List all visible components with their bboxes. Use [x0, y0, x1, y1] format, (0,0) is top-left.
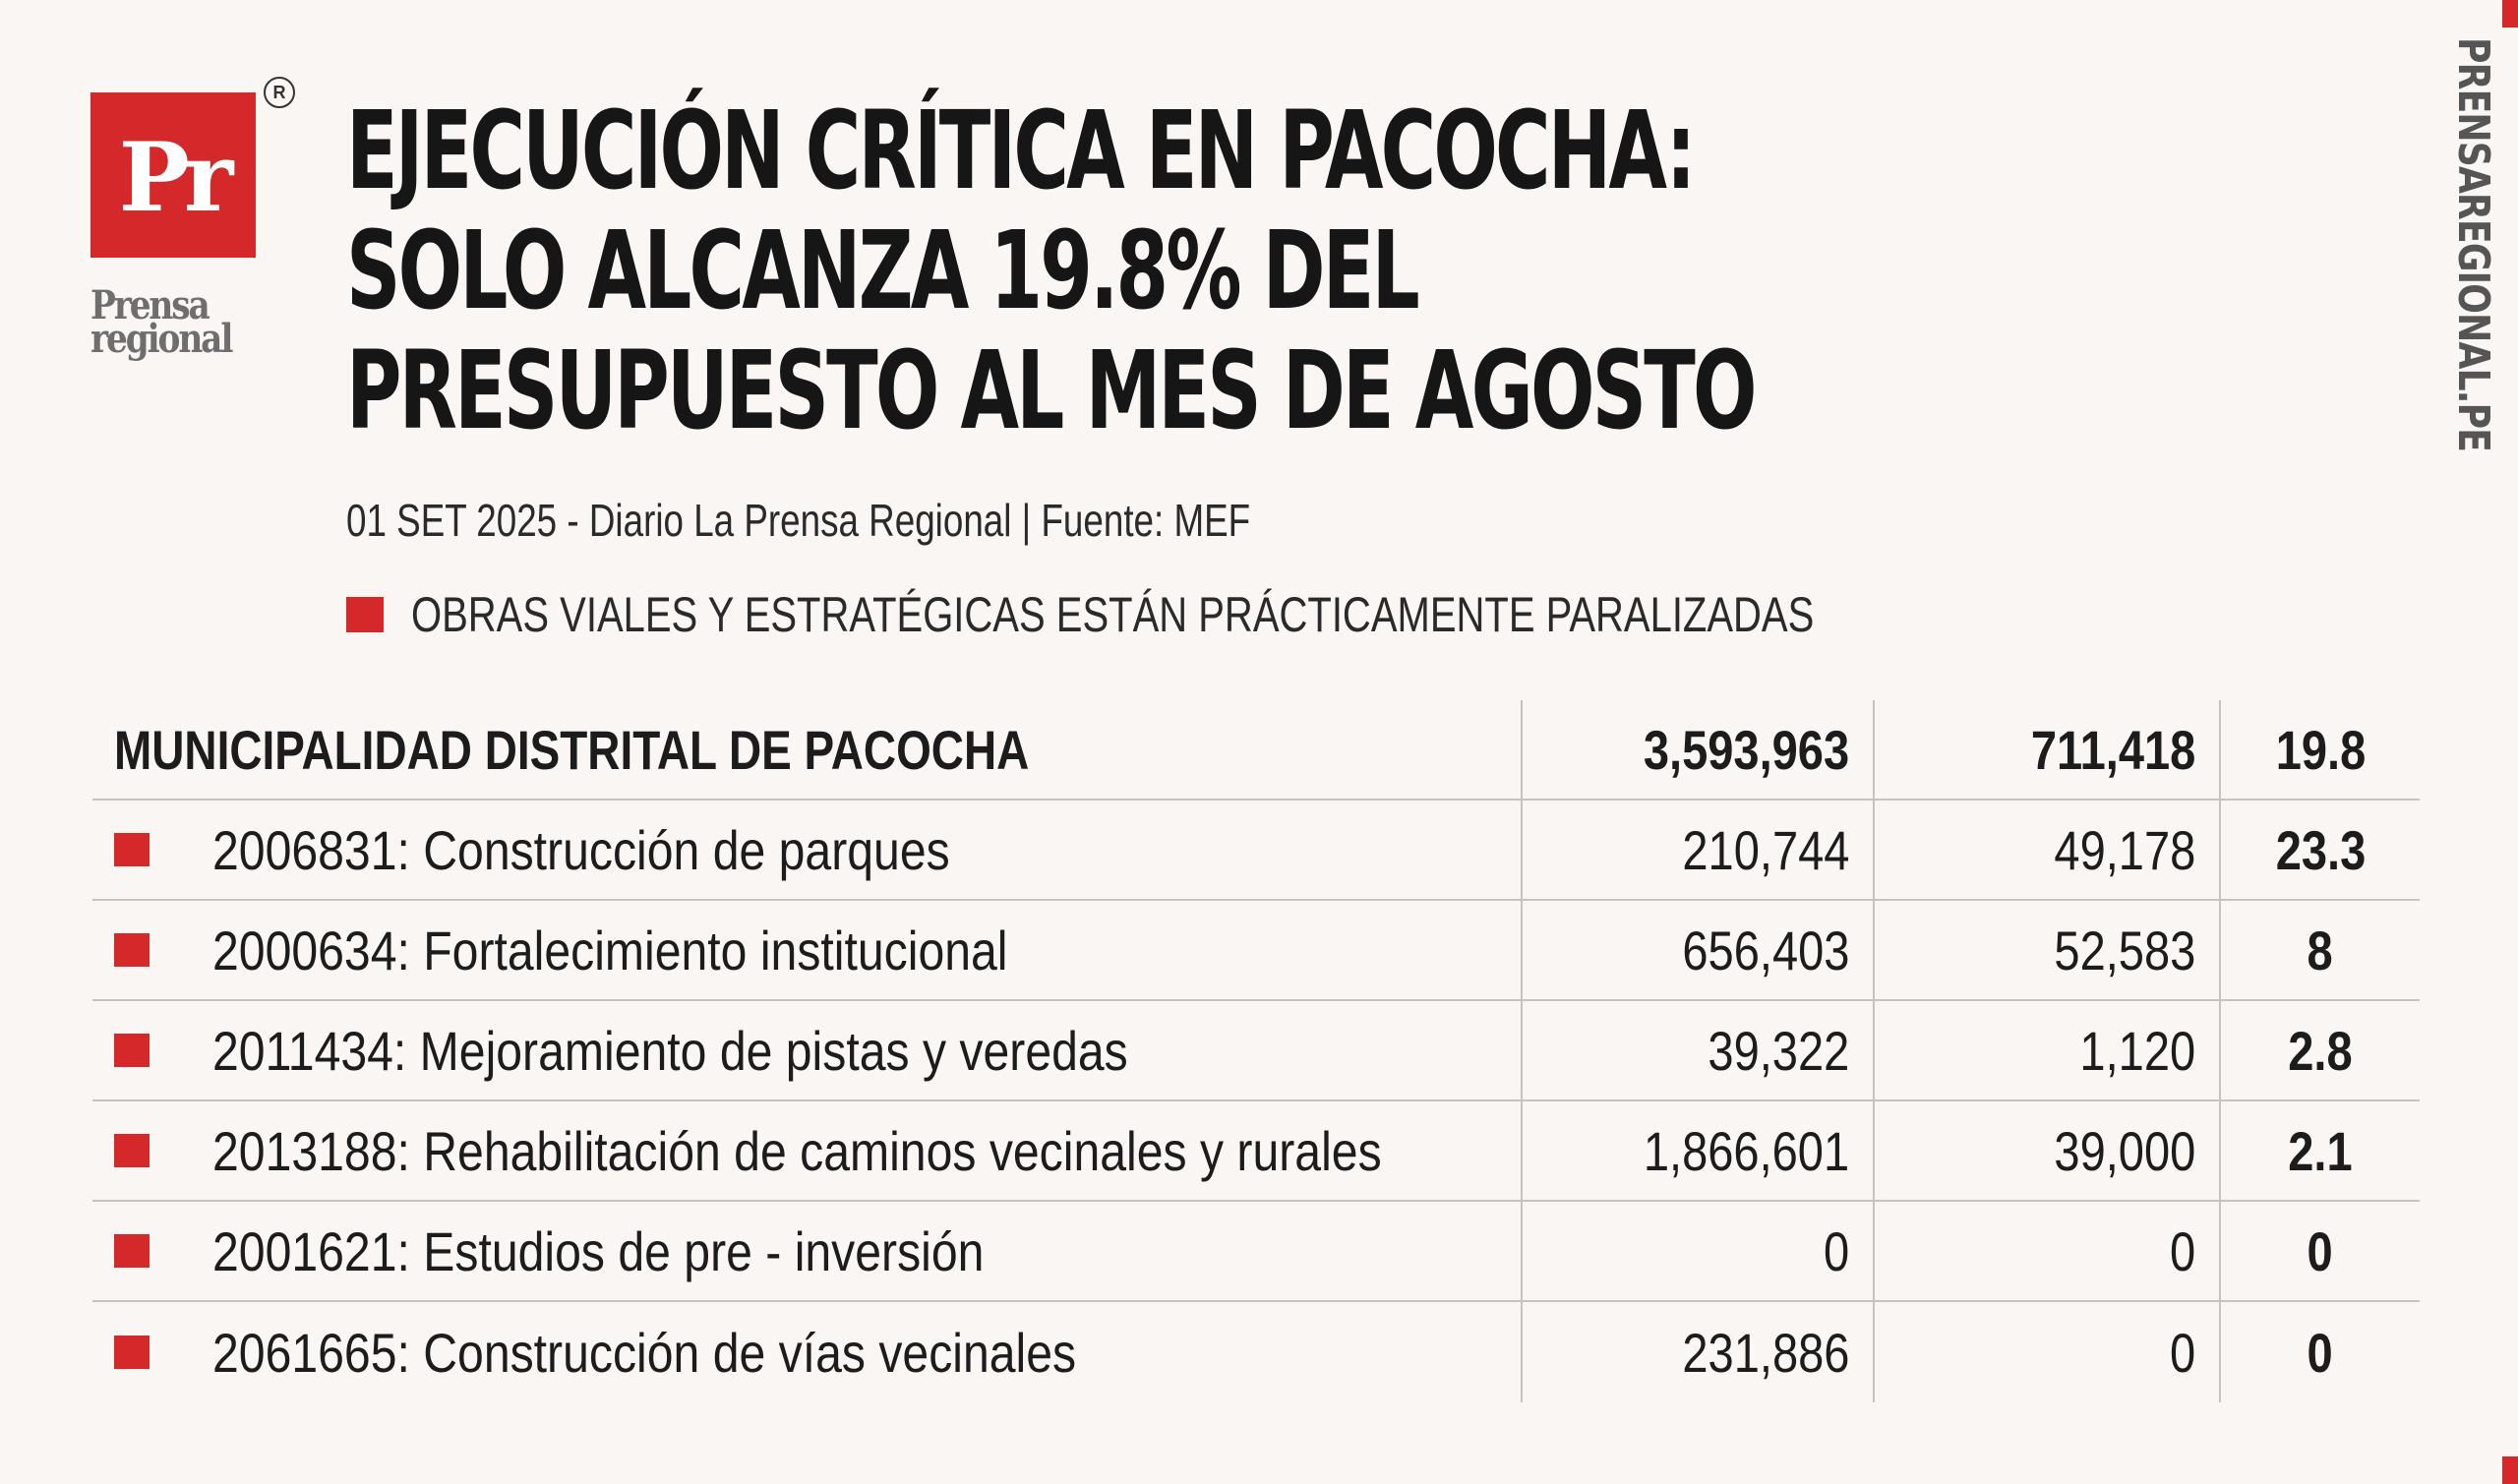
- red-square-bullet-icon: [114, 1134, 150, 1167]
- logo-badge: [90, 92, 256, 258]
- prensa-regional-logo: [90, 83, 286, 387]
- total-devengado: 711,418: [2030, 718, 2195, 781]
- pim-cell: [1521, 1202, 1873, 1300]
- devengado-value: 0: [2169, 1219, 2195, 1282]
- budget-table: [92, 700, 2420, 1402]
- avance-cell: [2219, 1202, 2420, 1300]
- devengado-cell: [1873, 1302, 2219, 1402]
- table-row: [92, 1302, 2420, 1402]
- pim-cell: [1521, 1101, 1873, 1200]
- avance-cell: [2219, 801, 2420, 899]
- subheading-text: OBRAS VIALES Y ESTRATÉGICAS ESTÁN PRÁCTICAMENTE PARALIZADAS: [411, 587, 1815, 642]
- project-name: 2001621: Estudios de pre - inversión: [212, 1219, 985, 1282]
- project-name: 2013188: Rehabilitación de caminos vecinales y rurales: [212, 1119, 1382, 1182]
- table-row: [92, 801, 2420, 901]
- header-avance-cell: [2219, 700, 2420, 799]
- table-row: [92, 1202, 2420, 1302]
- avance-value: 0: [2307, 1321, 2334, 1384]
- devengado-value: 39,000: [2054, 1119, 2195, 1182]
- project-cell: [92, 1101, 1521, 1200]
- header-pim-cell: [1521, 700, 1873, 799]
- table-row: [92, 1101, 2420, 1202]
- avance-cell: [2219, 1001, 2420, 1099]
- dateline-source: 01 SET 2025 - Diario La Prensa Regional | Fuente: MEF: [346, 495, 1251, 546]
- project-cell: [92, 1001, 1521, 1099]
- red-square-bullet-icon: [346, 597, 384, 632]
- project-name: 2006831: Construcción de parques: [212, 818, 950, 881]
- site-url-text: PRENSAREGIONAL.PE: [2448, 37, 2498, 452]
- avance-value: 8: [2307, 919, 2334, 981]
- header-name-cell: [92, 700, 1521, 799]
- table-row: [92, 901, 2420, 1001]
- logo-wordmark-line1: Prensa: [90, 282, 209, 328]
- corner-accent-bottom: [2502, 1456, 2518, 1484]
- devengado-value: 52,583: [2054, 919, 2195, 981]
- avance-value: 2.1: [2288, 1119, 2353, 1182]
- avance-value: 0: [2307, 1219, 2334, 1282]
- devengado-cell: [1873, 901, 2219, 999]
- project-name: 2061665: Construcción de vías vecinales: [212, 1321, 1077, 1384]
- pim-value: 231,886: [1681, 1321, 1849, 1384]
- headline: [346, 88, 1755, 453]
- pim-cell: [1521, 901, 1873, 999]
- total-pim: 3,593,963: [1643, 718, 1849, 781]
- subheading: [346, 586, 2165, 643]
- pim-value: 0: [1823, 1219, 1849, 1282]
- devengado-cell: [1873, 801, 2219, 899]
- headline-line3: PRESUPUESTO AL MES DE AGOSTO: [346, 327, 1755, 453]
- devengado-value: 1,120: [2079, 1019, 2195, 1082]
- devengado-value: 0: [2169, 1321, 2195, 1384]
- project-cell: [92, 801, 1521, 899]
- devengado-cell: [1873, 1101, 2219, 1200]
- logo-wordmark: [90, 282, 232, 362]
- red-square-bullet-icon: [114, 1336, 150, 1369]
- pim-value: 210,744: [1681, 818, 1849, 881]
- header-devengado-cell: [1873, 700, 2219, 799]
- red-square-bullet-icon: [114, 1234, 150, 1268]
- project-name: 2011434: Mejoramiento de pistas y veredas: [212, 1019, 1128, 1082]
- project-cell: [92, 1202, 1521, 1300]
- devengado-cell: [1873, 1202, 2219, 1300]
- logo-wordmark-line2: regional: [90, 316, 232, 362]
- project-cell: [92, 1302, 1521, 1402]
- headline-line2: SOLO ALCANZA 19.8% DEL: [346, 208, 1417, 333]
- municipality-name: MUNICIPALIDAD DISTRITAL DE PACOCHA: [114, 718, 1030, 781]
- red-square-bullet-icon: [114, 1034, 150, 1067]
- avance-cell: [2219, 1302, 2420, 1402]
- logo-letters: Pr: [118, 122, 228, 233]
- table-header-row: [92, 700, 2420, 801]
- avance-value: 23.3: [2275, 818, 2366, 881]
- pim-value: 1,866,601: [1643, 1119, 1849, 1182]
- site-url-vertical: [2448, 37, 2498, 543]
- pim-value: 656,403: [1681, 919, 1849, 981]
- headline-line1: EJECUCIÓN CRÍTICA EN PACOCHA:: [346, 88, 1694, 213]
- devengado-cell: [1873, 1001, 2219, 1099]
- table-row: [92, 1001, 2420, 1101]
- red-square-bullet-icon: [114, 833, 150, 866]
- pim-cell: [1521, 1302, 1873, 1402]
- project-name: 2000634: Fortalecimiento institucional: [212, 919, 1008, 981]
- pim-value: 39,322: [1708, 1019, 1849, 1082]
- avance-value: 2.8: [2288, 1019, 2353, 1082]
- avance-cell: [2219, 901, 2420, 999]
- pim-cell: [1521, 801, 1873, 899]
- devengado-value: 49,178: [2054, 818, 2195, 881]
- pim-cell: [1521, 1001, 1873, 1099]
- registered-mark-icon: R: [264, 77, 295, 108]
- project-cell: [92, 901, 1521, 999]
- avance-cell: [2219, 1101, 2420, 1200]
- total-avance: 19.8: [2275, 718, 2366, 781]
- corner-accent-top: [2502, 0, 2518, 28]
- red-square-bullet-icon: [114, 933, 150, 967]
